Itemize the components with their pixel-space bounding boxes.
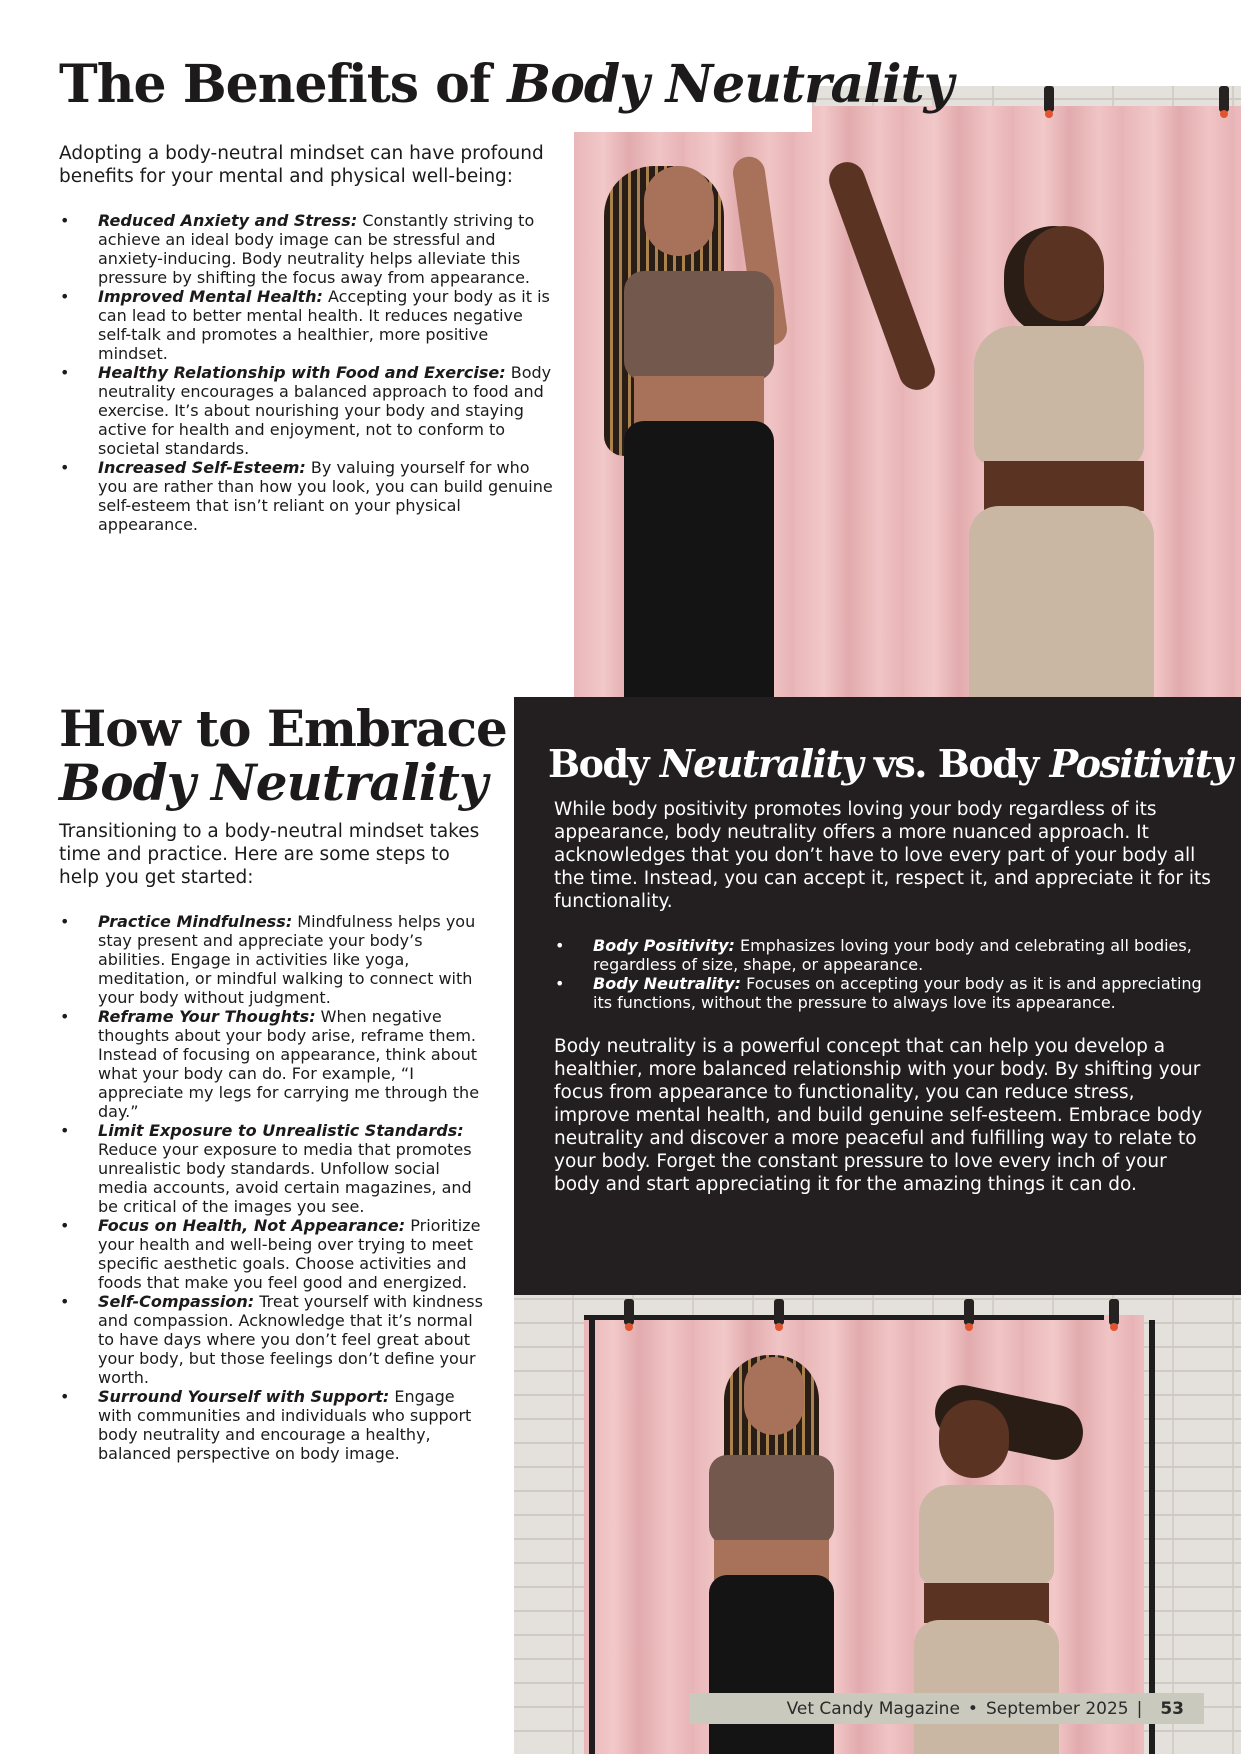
page-footer [689,1693,1204,1724]
footer-divider: | [1136,1698,1143,1719]
section2-body [59,820,489,1463]
list-item: • Self-Compassion: Treat yourself with kindness and compassion. Acknowledge that it’s normal to have days where you don’t feel great about your body, but those feelings don’t define your worth. [59,1292,489,1387]
section3-intro: While body positivity promotes loving your body regardless of its appearance, body neutrality offers a more nuanced approach. It acknowledges that you don’t have to love every part of your body all the time. Instead, you can accept it, respect it, and appreciate it for its functionality. [554,799,1211,912]
top-photo [574,86,1241,698]
section1-title [59,50,953,120]
list-item: • Focus on Health, Not Appearance: Prioritize your health and well-being over trying to meet specific aesthetic goals. Choose activities and foods that make you feel good and energized. [59,1216,489,1292]
list-item: • Practice Mindfulness: Mindfulness helps you stay present and appreciate your body’s abilities. Engage in activities like yoga, meditation, or mindful walking to connect with your body without judgment. [59,912,489,1007]
bottom-photo [514,1295,1241,1754]
list-item: • Body Neutrality: Focuses on accepting your body as it is and appreciating its functions, without the pressure to always love its appearance. [554,974,1214,1012]
list-item: • Surround Yourself with Support: Engage with communities and individuals who support body neutrality and encourage a healthy, balanced perspective on body image. [59,1387,489,1463]
page-number: 53 [1160,1698,1184,1719]
section1-intro: Adopting a body-neutral mindset can have profound benefits for your mental and physical well-being: [59,143,544,187]
section3-bullet-list [554,936,1214,1012]
section2-intro: Transitioning to a body-neutral mindset takes time and practice. Here are some steps to help you get started: [59,821,480,888]
issue-date: September 2025 [985,1698,1129,1719]
section2-title-line1: How to Embrace [59,699,507,758]
list-item: • Healthy Relationship with Food and Exercise: Body neutrality encourages a balanced approach to food and exercise. It’s about nourishing your body and staying active for health and enjoyment, not to conform to societal standards. [59,363,559,458]
list-item: • Improved Mental Health: Accepting your body as it is can lead to better mental health. It reduces negative self-talk and promotes a healthier, more positive mindset. [59,287,559,363]
section1-body [59,142,559,534]
section1-title-plain: The Benefits of [59,54,508,115]
section2-title [59,699,507,812]
section1-bullet-list [59,211,559,534]
magazine-name: Vet Candy Magazine [786,1698,960,1719]
list-item: • Reduced Anxiety and Stress: Constantly striving to achieve an ideal body image can be stressful and anxiety-inducing. Body neutrality helps alleviate this pressure by shifting the focus away from appearance. [59,211,559,287]
list-item: • Increased Self-Esteem: By valuing yourself for who you are rather than how you look, you can build genuine self-esteem that isn’t reliant on your physical appearance. [59,458,559,534]
list-item: • Reframe Your Thoughts: When negative thoughts about your body arise, reframe them. Instead of focusing on appearance, think about what your body can do. For example, “I appreciate my legs for carrying me through the day.” [59,1007,489,1121]
section2-title-line2: Body Neutrality [59,753,487,812]
list-item: • Limit Exposure to Unrealistic Standards: Reduce your exposure to media that promotes unrealistic body standards. Unfollow social media accounts, avoid certain magazines, and be critical of the images you see. [59,1121,489,1216]
section2-bullet-list [59,912,489,1463]
section3-title: Body Neutrality vs. Body Positivity [548,741,1232,786]
section3-closing: Body neutrality is a powerful concept that can help you develop a healthier, more balanced relationship with your body. By shifting your focus from appearance to functionality, you can reduce stress, improve mental health, and build genuine self-esteem. Embrace body neutrality and discover a more peaceful and fulfilling way to relate to your body. Forget the constant pressure to love every inch of your body and start appreciating it for the amazing things it can do. [554,1036,1203,1195]
section1-title-italic: Body Neutrality [507,54,953,115]
comparison-panel [514,697,1241,1295]
list-item: • Body Positivity: Emphasizes loving your body and celebrating all bodies, regardless of size, shape, or appearance. [554,936,1214,974]
footer-dot: • [967,1698,978,1719]
